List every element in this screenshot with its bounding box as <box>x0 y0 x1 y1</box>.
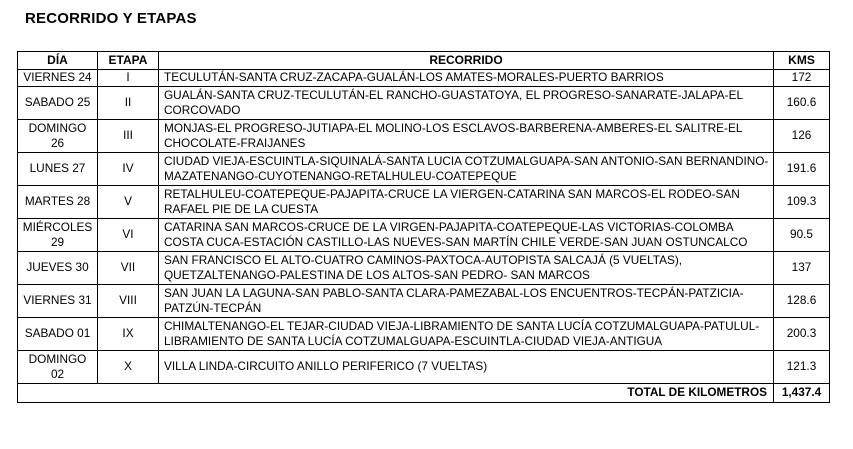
stage-cell: III <box>98 120 159 153</box>
kms-cell: 160.6 <box>774 87 830 120</box>
day-cell: DOMINGO 02 <box>18 351 98 384</box>
table-row <box>18 153 830 186</box>
route-cell: SAN FRANCISCO EL ALTO-CUATRO CAMINOS-PAXTOCA-AUTOPISTA SALCAJÁ (5 VUELTAS), QUETZALTENANGO-PALESTINA DE LOS ALTOS-SAN PEDRO- SAN MARCOS <box>159 252 774 285</box>
route-cell: CATARINA SAN MARCOS-CRUCE DE LA VIRGEN-PAJAPITA-COATEPEQUE-LAS VICTORIAS-COLOMBA COSTA CUCA-ESTACIÓN CASTILLO-LAS NUEVES-SAN MARTÍN CHILE VERDE-SAN JUAN OSTUNCALCO <box>159 219 774 252</box>
kms-cell: 200.3 <box>774 318 830 351</box>
header-stage: ETAPA <box>98 52 159 70</box>
stage-cell: I <box>98 70 159 87</box>
day-cell: JUEVES 30 <box>18 252 98 285</box>
table-row <box>18 186 830 219</box>
kms-cell: 191.6 <box>774 153 830 186</box>
table-header-row <box>18 52 830 70</box>
table-row <box>18 219 830 252</box>
table-row <box>18 318 830 351</box>
stage-cell: X <box>98 351 159 384</box>
stage-cell: IV <box>98 153 159 186</box>
route-cell: VILLA LINDA-CIRCUITO ANILLO PERIFERICO (7 VUELTAS) <box>159 351 774 384</box>
route-cell: MONJAS-EL PROGRESO-JUTIAPA-EL MOLINO-LOS ESCLAVOS-BARBERENA-AMBERES-EL SALITRE-EL CHOCOLATE-FRAIJANES <box>159 120 774 153</box>
route-cell: SAN JUAN LA LAGUNA-SAN PABLO-SANTA CLARA-PAMEZABAL-LOS ENCUENTROS-TECPÁN-PATZICIA-PATZÚN-TECPÁN <box>159 285 774 318</box>
day-cell: VIERNES 24 <box>18 70 98 87</box>
stage-cell: VII <box>98 252 159 285</box>
stages-table <box>17 51 830 403</box>
header-route: RECORRIDO <box>159 52 774 70</box>
route-cell: GUALÁN-SANTA CRUZ-TECULUTÁN-EL RANCHO-GUASTATOYA, EL PROGRESO-SANARATE-JALAPA-EL CORCOVADO <box>159 87 774 120</box>
kms-cell: 128.6 <box>774 285 830 318</box>
total-label: TOTAL DE KILOMETROS <box>18 384 774 403</box>
day-cell: SABADO 01 <box>18 318 98 351</box>
stage-cell: VIII <box>98 285 159 318</box>
stage-cell: V <box>98 186 159 219</box>
table-row <box>18 70 830 87</box>
total-value: 1,437.4 <box>774 384 830 403</box>
kms-cell: 137 <box>774 252 830 285</box>
table-row <box>18 120 830 153</box>
table-row <box>18 285 830 318</box>
table-row <box>18 252 830 285</box>
header-kms: KMS <box>774 52 830 70</box>
table-row <box>18 351 830 384</box>
day-cell: MARTES 28 <box>18 186 98 219</box>
total-row <box>18 384 830 403</box>
kms-cell: 121.3 <box>774 351 830 384</box>
day-cell: DOMINGO 26 <box>18 120 98 153</box>
stage-cell: II <box>98 87 159 120</box>
kms-cell: 172 <box>774 70 830 87</box>
kms-cell: 126 <box>774 120 830 153</box>
route-cell: CIUDAD VIEJA-ESCUINTLA-SIQUINALÁ-SANTA LUCIA COTZUMALGUAPA-SAN ANTONIO-SAN BERNANDINO-MAZATENANGO-CUYOTENANGO-RETALHULEU-COATEPEQUE <box>159 153 774 186</box>
day-cell: MIÉRCOLES 29 <box>18 219 98 252</box>
day-cell: SABADO 25 <box>18 87 98 120</box>
stage-cell: IX <box>98 318 159 351</box>
route-cell: CHIMALTENANGO-EL TEJAR-CIUDAD VIEJA-LIBRAMIENTO DE SANTA LUCÍA COTZUMALGUAPA-PATULUL-LIBRAMIENTO DE SANTA LUCÍA COTZUMALGUAPA-ESCUINTLA-CIUDAD VIEJA-ANTIGUA <box>159 318 774 351</box>
kms-cell: 90.5 <box>774 219 830 252</box>
route-cell: TECULUTÁN-SANTA CRUZ-ZACAPA-GUALÁN-LOS AMATES-MORALES-PUERTO BARRIOS <box>159 70 774 87</box>
day-cell: LUNES 27 <box>18 153 98 186</box>
header-day: DÍA <box>18 52 98 70</box>
table-row <box>18 87 830 120</box>
stage-cell: VI <box>98 219 159 252</box>
day-cell: VIERNES 31 <box>18 285 98 318</box>
kms-cell: 109.3 <box>774 186 830 219</box>
route-cell: RETALHULEU-COATEPEQUE-PAJAPITA-CRUCE LA VIERGEN-CATARINA SAN MARCOS-EL RODEO-SAN RAFAEL PIE DE LA CUESTA <box>159 186 774 219</box>
page-title: RECORRIDO Y ETAPAS <box>25 10 197 27</box>
